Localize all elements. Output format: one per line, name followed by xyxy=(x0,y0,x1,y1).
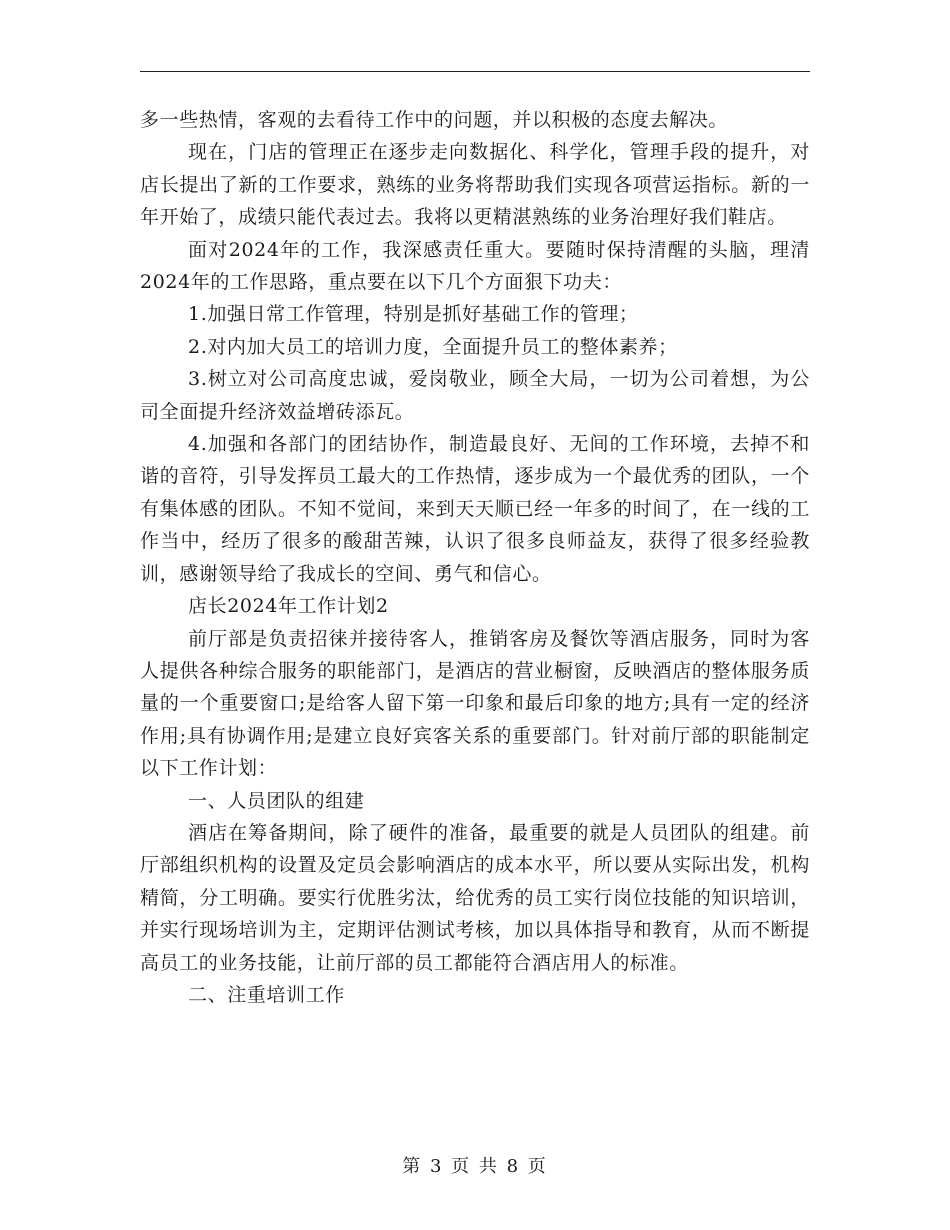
list-item: 3.树立对公司高度忠诚，爱岗敬业，顾全大局，一切为公司着想，为公司全面提升经济效益增砖添瓦。 xyxy=(140,368,810,423)
list-item: 4.加强和各部门的团结协作，制造最良好、无间的工作环境，去掉不和谐的音符，引导发挥员工最大的工作热情，逐步成为一个最优秀的团队，一个有集体感的团队。不知不觉间，来到天天顺已经一年多的时间了，在一线的工作当中，经历了很多的酸甜苦辣，认识了很多良师益友，获得了很多经验教训，感谢领导给了我成长的空间、勇气和信心。 xyxy=(140,433,810,585)
paragraph: 多一些热情，客观的去看待工作中的问题，并以积极的态度去解决。 xyxy=(140,109,729,131)
paragraph: 前厅部是负责招徕并接待客人，推销客房及餐饮等酒店服务，同时为客人提供各种综合服务的职能部门，是酒店的营业橱窗，反映酒店的整体服务质量的一个重要窗口;是给客人留下第一印象和最后印象的地方;具有一定的经济作用;具有协调作用;是建立良好宾客关系的重要部门。针对前厅部的职能制定以下工作计划： xyxy=(140,627,810,780)
list-item: 2.对内加大员工的培训力度，全面提升员工的整体素养； xyxy=(188,335,678,358)
page-number-footer: 第 3 页 共 8 页 xyxy=(402,1156,548,1177)
paragraph: 酒店在筹备期间，除了硬件的准备，最重要的就是人员团队的组建。前厅部组织机构的设置及定员会影响酒店的成本水平，所以要从实际出发，机构精简，分工明确。要实行优胜劣汰，给优秀的员工实行岗位技能的知识培训，并实行现场培训为主，定期评估测试考核，加以具体指导和教育，从而不断提高员工的业务技能，让前厅部的员工都能符合酒店用人的标准。 xyxy=(140,821,810,974)
header-divider xyxy=(140,71,810,72)
section-heading: 一、人员团队的组建 xyxy=(188,789,365,812)
paragraph: 现在，门店的管理正在逐步走向数据化、科学化，管理手段的提升，对店长提出了新的工作要求，熟练的业务将帮助我们实现各项营运指标。新的一年开始了，成绩只能代表过去。我将以更精湛熟练的业务治理好我们鞋店。 xyxy=(140,141,810,229)
paragraph: 面对2024年的工作，我深感责任重大。要随时保持清醒的头脑，理清2024年的工作思路，重点要在以下几个方面狠下功夫： xyxy=(140,238,810,294)
list-item: 1.加强日常工作管理，特别是抓好基础工作的管理； xyxy=(188,303,639,326)
section-title: 店长2024年工作计划2 xyxy=(188,595,389,618)
section-heading: 二、注重培训工作 xyxy=(188,983,345,1006)
document-body xyxy=(140,104,810,1011)
